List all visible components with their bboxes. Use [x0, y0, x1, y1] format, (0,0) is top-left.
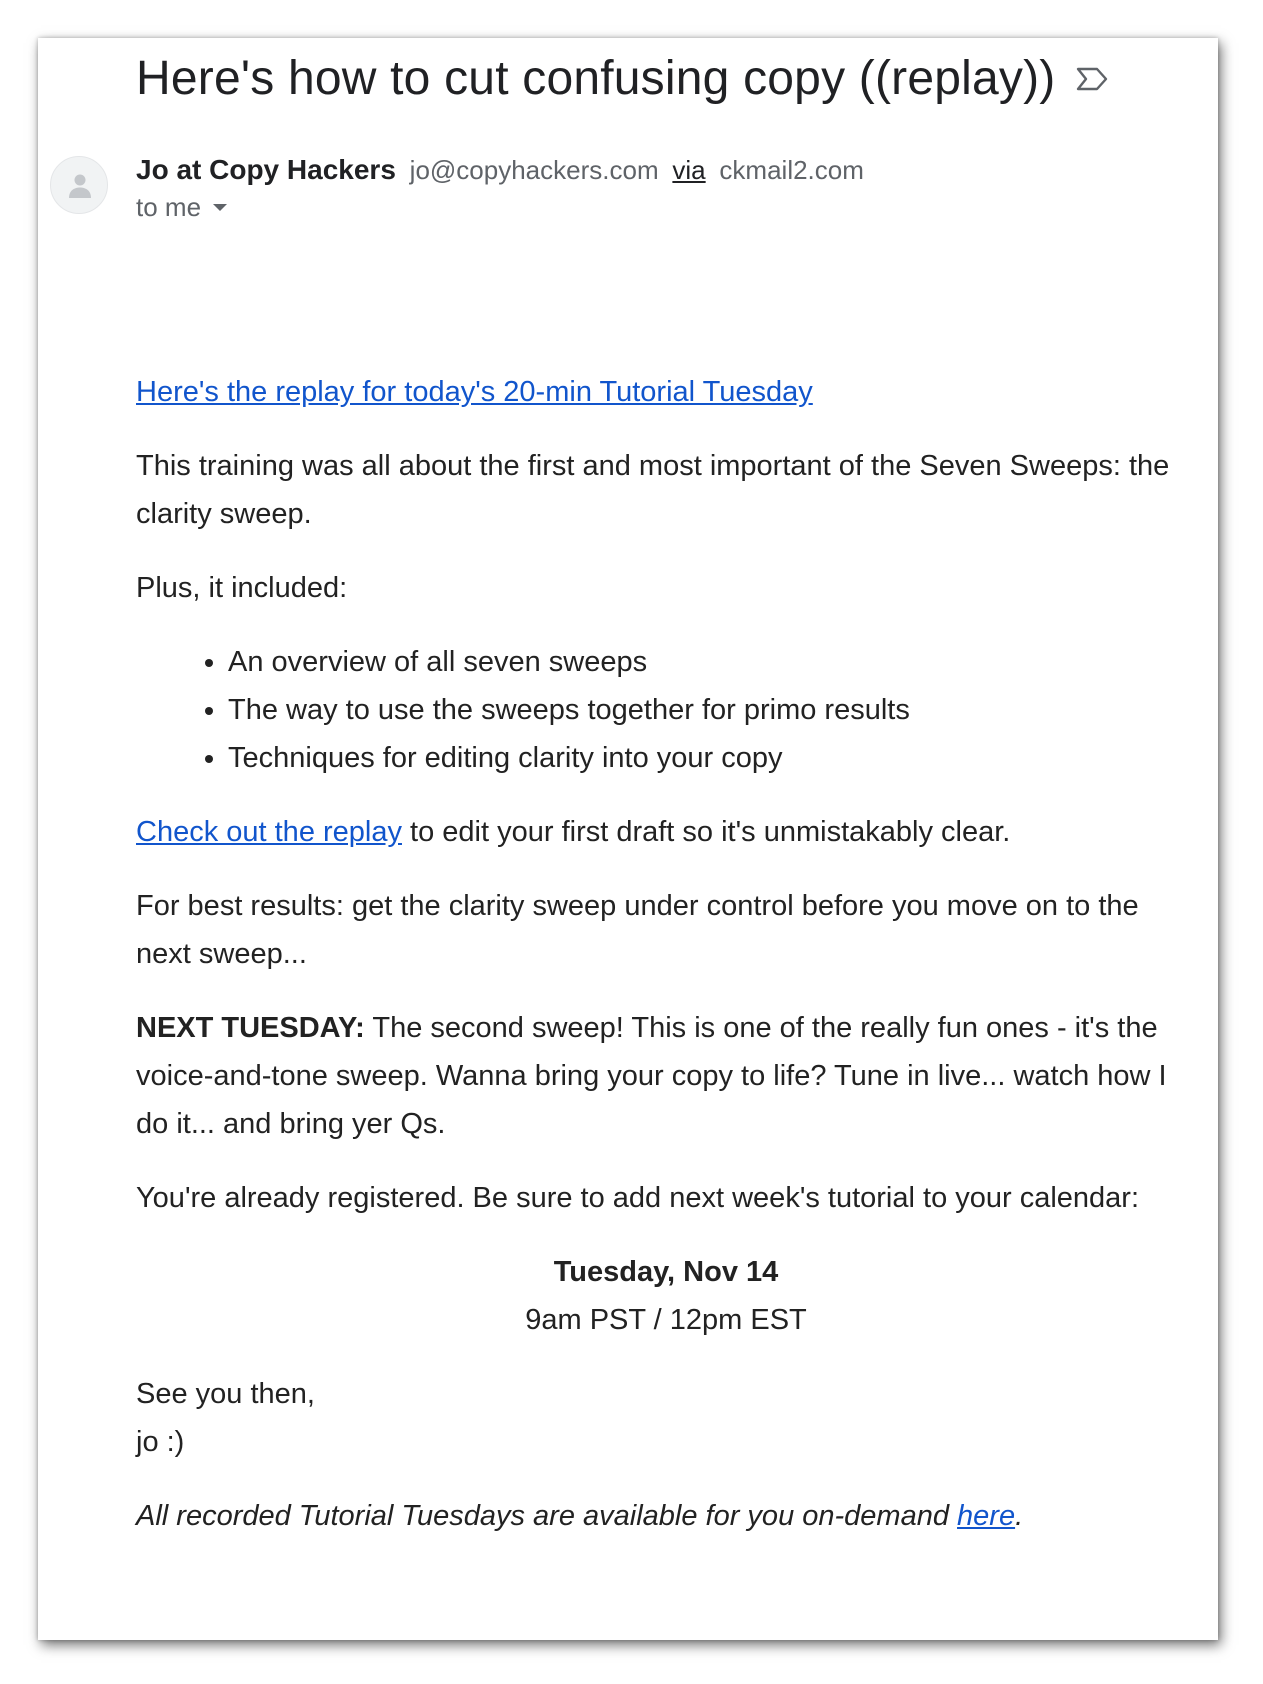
list-item: • The way to use the sweeps together for primo results: [228, 686, 1196, 734]
check-replay-link[interactable]: Check out the replay: [136, 816, 402, 848]
person-icon: [67, 172, 93, 200]
list-item: • An overview of all seven sweeps: [228, 638, 1196, 686]
relay-domain: ckmail2.com: [719, 155, 864, 185]
list-item: • Techniques for editing clarity into your copy: [228, 734, 1196, 782]
event-details: [136, 1248, 1196, 1344]
recipient-row[interactable]: [136, 188, 227, 226]
signoff-line2: jo :): [136, 1426, 185, 1458]
check-paragraph: [136, 808, 1196, 856]
email-card: [38, 38, 1218, 1640]
recipient-label: to me: [136, 192, 202, 222]
best-results-paragraph: For best results: get the clarity sweep under control before you move on to the next sweep...: [136, 890, 1139, 970]
sender-email: jo@copyhackers.com: [409, 155, 659, 185]
registered-paragraph: You're already registered. Be sure to add next week's tutorial to your calendar:: [136, 1182, 1140, 1214]
next-tuesday-paragraph: [136, 1004, 1196, 1148]
included-list: [136, 638, 1196, 782]
signoff: [136, 1370, 1196, 1466]
replay-link[interactable]: Here's the replay for today's 20-min Tutorial Tuesday: [136, 376, 813, 408]
next-tuesday-text: The second sweep! This is one of the really fun ones - it's the voice-and-tone sweep. Wanna bring your copy to life? Tune in live... watch how I do it... and bring yer Qs.: [136, 1012, 1167, 1140]
subject-row: [136, 44, 1109, 114]
footer-text: All recorded Tutorial Tuesdays are available for you on-demand: [136, 1500, 958, 1532]
sender-avatar[interactable]: [50, 156, 108, 214]
replay-paragraph: [136, 368, 1196, 416]
sender-name[interactable]: Jo at Copy Hackers: [136, 154, 396, 185]
label-important-outline-icon[interactable]: [1075, 66, 1109, 92]
check-rest-text: to edit your first draft so it's unmistakably clear.: [401, 816, 1011, 848]
caret-down-icon[interactable]: [213, 204, 227, 211]
via-link[interactable]: via: [672, 155, 706, 185]
event-date: Tuesday, Nov 14: [553, 1256, 779, 1288]
email-body: [136, 368, 1196, 1566]
on-demand-link[interactable]: here: [957, 1500, 1016, 1532]
intro-paragraph: This training was all about the first and most important of the Seven Sweeps: the clarity sweep.: [136, 450, 1170, 530]
email-subject: Here's how to cut confusing copy ((replay)): [136, 52, 1056, 105]
signoff-line1: See you then,: [136, 1378, 315, 1410]
event-time: 9am PST / 12pm EST: [525, 1304, 807, 1336]
footer-end: .: [1015, 1500, 1024, 1532]
next-tuesday-label: NEXT TUESDAY:: [136, 1012, 365, 1044]
plus-paragraph: Plus, it included:: [136, 572, 348, 604]
sender-row: [136, 150, 864, 190]
footer-paragraph: [136, 1492, 1196, 1540]
